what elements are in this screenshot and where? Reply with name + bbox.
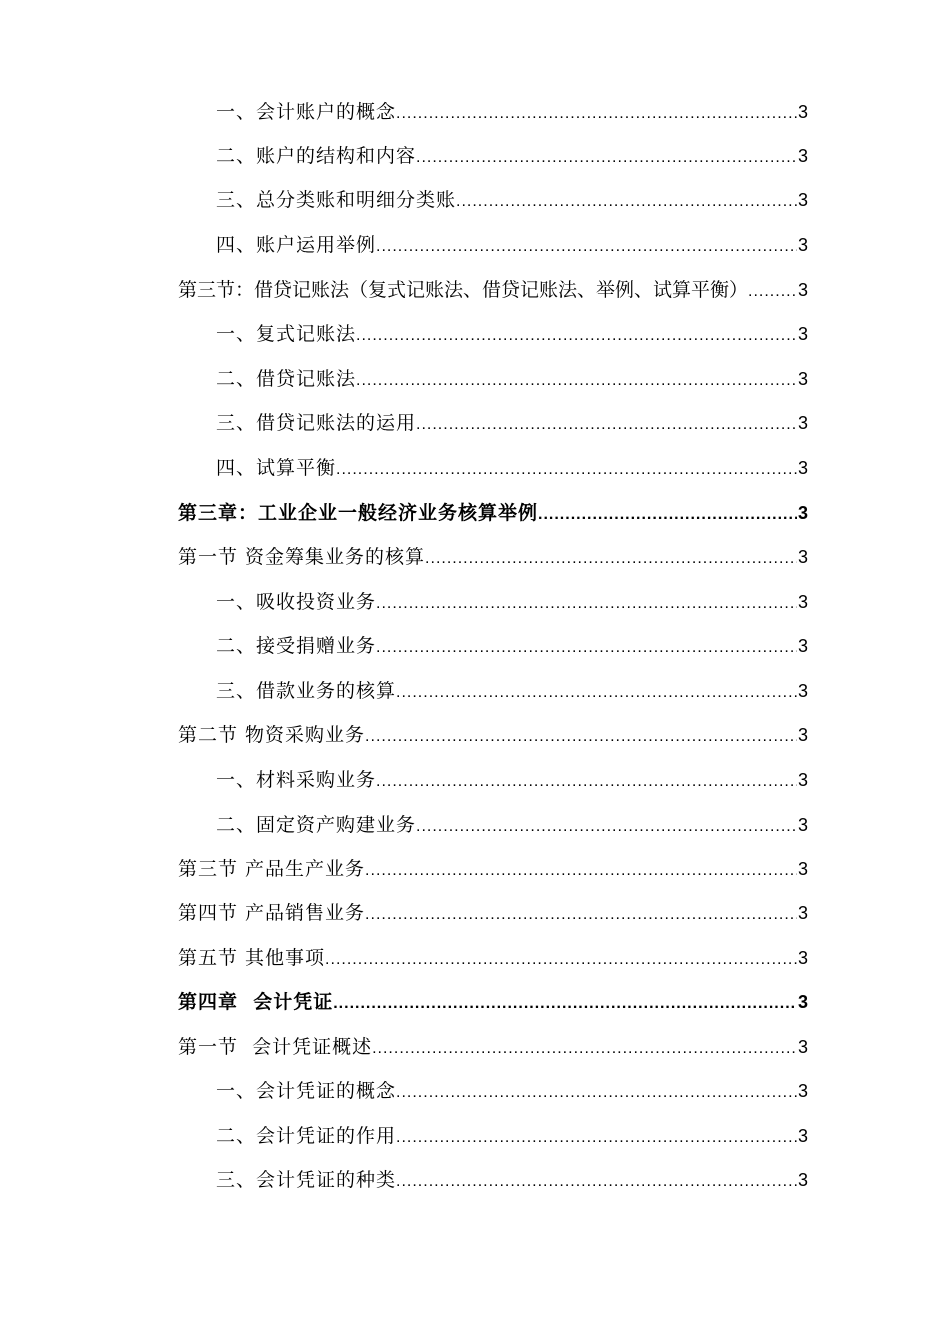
toc-page-number: 3 xyxy=(797,1081,808,1101)
toc-page-number: 3 xyxy=(797,503,808,523)
toc-entry[interactable] xyxy=(216,97,808,127)
toc-dot-leader xyxy=(396,1167,797,1197)
toc-entry-title: 第五节 其他事项 xyxy=(178,947,326,969)
toc-entry-title: 第四章 会计凭证 xyxy=(178,991,334,1013)
toc-entry[interactable] xyxy=(216,676,808,706)
toc-dot-leader xyxy=(356,366,797,396)
toc-entry-title: 四、账户运用举例 xyxy=(216,234,377,256)
toc-entry[interactable] xyxy=(178,498,808,528)
toc-page-number: 3 xyxy=(797,413,808,433)
toc-dot-leader xyxy=(376,589,797,619)
toc-entry[interactable] xyxy=(216,1076,808,1106)
toc-entry[interactable] xyxy=(216,364,808,394)
toc-entry[interactable] xyxy=(178,898,808,928)
toc-entry-title: 一、材料采购业务 xyxy=(216,769,377,791)
toc-entry-title: 二、接受捐赠业务 xyxy=(216,635,377,657)
toc-dot-leader xyxy=(376,232,797,262)
toc-entry-title: 第一节 资金筹集业务的核算 xyxy=(178,546,426,568)
toc-entry[interactable] xyxy=(216,453,808,483)
toc-page-number: 3 xyxy=(797,592,808,612)
toc-page-number: 3 xyxy=(797,146,808,166)
toc-dot-leader xyxy=(425,544,797,574)
toc-page-number: 3 xyxy=(797,324,808,344)
toc-dot-leader xyxy=(333,989,797,1019)
toc-page-number: 3 xyxy=(797,235,808,255)
toc-entry[interactable] xyxy=(216,1165,808,1195)
toc-page-number: 3 xyxy=(797,636,808,656)
toc-dot-leader xyxy=(365,856,797,886)
toc-entry-title: 一、会计凭证的概念 xyxy=(216,1080,397,1102)
toc-dot-leader xyxy=(456,187,797,217)
toc-entry-title: 第三节 产品生产业务 xyxy=(178,858,366,880)
toc-entry-title: 四、试算平衡 xyxy=(216,457,337,479)
toc-dot-leader xyxy=(336,455,797,485)
toc-page-number: 3 xyxy=(797,815,808,835)
toc-entry-title: 二、固定资产购建业务 xyxy=(216,814,417,836)
toc-entry-title: 二、会计凭证的作用 xyxy=(216,1125,397,1147)
toc-entry-title: 第三章：工业企业一般经济业务核算举例 xyxy=(178,502,539,524)
toc-entry[interactable] xyxy=(216,587,808,617)
toc-entry[interactable] xyxy=(178,275,808,305)
toc-entry-title: 第四节 产品销售业务 xyxy=(178,902,366,924)
toc-entry-title: 第三节：借贷记账法（复式记账法、借贷记账法、举例、试算平衡） xyxy=(178,279,749,301)
toc-dot-leader xyxy=(416,812,797,842)
toc-dot-leader xyxy=(365,722,797,752)
toc-entry-title: 二、账户的结构和内容 xyxy=(216,145,417,167)
toc-dot-leader xyxy=(365,900,797,930)
toc-page-number: 3 xyxy=(797,948,808,968)
toc-entry[interactable] xyxy=(216,765,808,795)
toc-dot-leader xyxy=(396,99,797,129)
toc-entry-title: 一、复式记账法 xyxy=(216,323,357,345)
toc-page-number: 3 xyxy=(797,547,808,567)
toc-entry[interactable] xyxy=(178,542,808,572)
toc-dot-leader xyxy=(748,277,797,307)
toc-dot-leader xyxy=(396,678,797,708)
toc-dot-leader xyxy=(396,1078,797,1108)
toc-dot-leader xyxy=(325,945,797,975)
toc-entry[interactable] xyxy=(216,141,808,171)
toc-entry[interactable] xyxy=(216,185,808,215)
toc-dot-leader xyxy=(416,410,797,440)
toc-entry[interactable] xyxy=(216,631,808,661)
toc-page-number: 3 xyxy=(797,1037,808,1057)
toc-page-number: 3 xyxy=(797,1126,808,1146)
toc-entry[interactable] xyxy=(178,1032,808,1062)
toc-page-number: 3 xyxy=(797,859,808,879)
toc-page-number: 3 xyxy=(797,725,808,745)
toc-entry-title: 三、总分类账和明细分类账 xyxy=(216,189,457,211)
toc-entry[interactable] xyxy=(216,408,808,438)
toc-entry-title: 一、会计账户的概念 xyxy=(216,101,397,123)
toc-entry[interactable] xyxy=(216,1121,808,1151)
toc-dot-leader xyxy=(376,767,797,797)
toc-dot-leader xyxy=(538,500,797,530)
toc-page-number: 3 xyxy=(797,280,808,300)
toc-entry[interactable] xyxy=(216,230,808,260)
toc-entry[interactable] xyxy=(216,319,808,349)
toc-entry[interactable] xyxy=(178,720,808,750)
toc-dot-leader xyxy=(396,1123,797,1153)
toc-page-number: 3 xyxy=(797,102,808,122)
toc-entry-title: 二、借贷记账法 xyxy=(216,368,357,390)
toc-dot-leader xyxy=(376,633,797,663)
toc-page-number: 3 xyxy=(797,458,808,478)
toc-dot-leader xyxy=(372,1034,797,1064)
toc-entry-title: 第二节 物资采购业务 xyxy=(178,724,366,746)
toc-dot-leader xyxy=(416,143,797,173)
toc-entry-title: 一、吸收投资业务 xyxy=(216,591,377,613)
toc-page-number: 3 xyxy=(797,190,808,210)
toc-page-number: 3 xyxy=(797,369,808,389)
toc-entry[interactable] xyxy=(178,943,808,973)
toc-page-number: 3 xyxy=(797,770,808,790)
toc-entry-title: 三、会计凭证的种类 xyxy=(216,1169,397,1191)
toc-dot-leader xyxy=(356,321,797,351)
toc-entry[interactable] xyxy=(178,854,808,884)
toc-page-number: 3 xyxy=(797,681,808,701)
toc-entry-title: 第一节 会计凭证概述 xyxy=(178,1036,373,1058)
toc-page-number: 3 xyxy=(797,992,808,1012)
toc-page-number: 3 xyxy=(797,1170,808,1190)
toc-page-number: 3 xyxy=(797,903,808,923)
toc-entry-title: 三、借款业务的核算 xyxy=(216,680,397,702)
toc-entry[interactable] xyxy=(178,987,808,1017)
toc-entry[interactable] xyxy=(216,810,808,840)
toc-entry-title: 三、借贷记账法的运用 xyxy=(216,412,417,434)
